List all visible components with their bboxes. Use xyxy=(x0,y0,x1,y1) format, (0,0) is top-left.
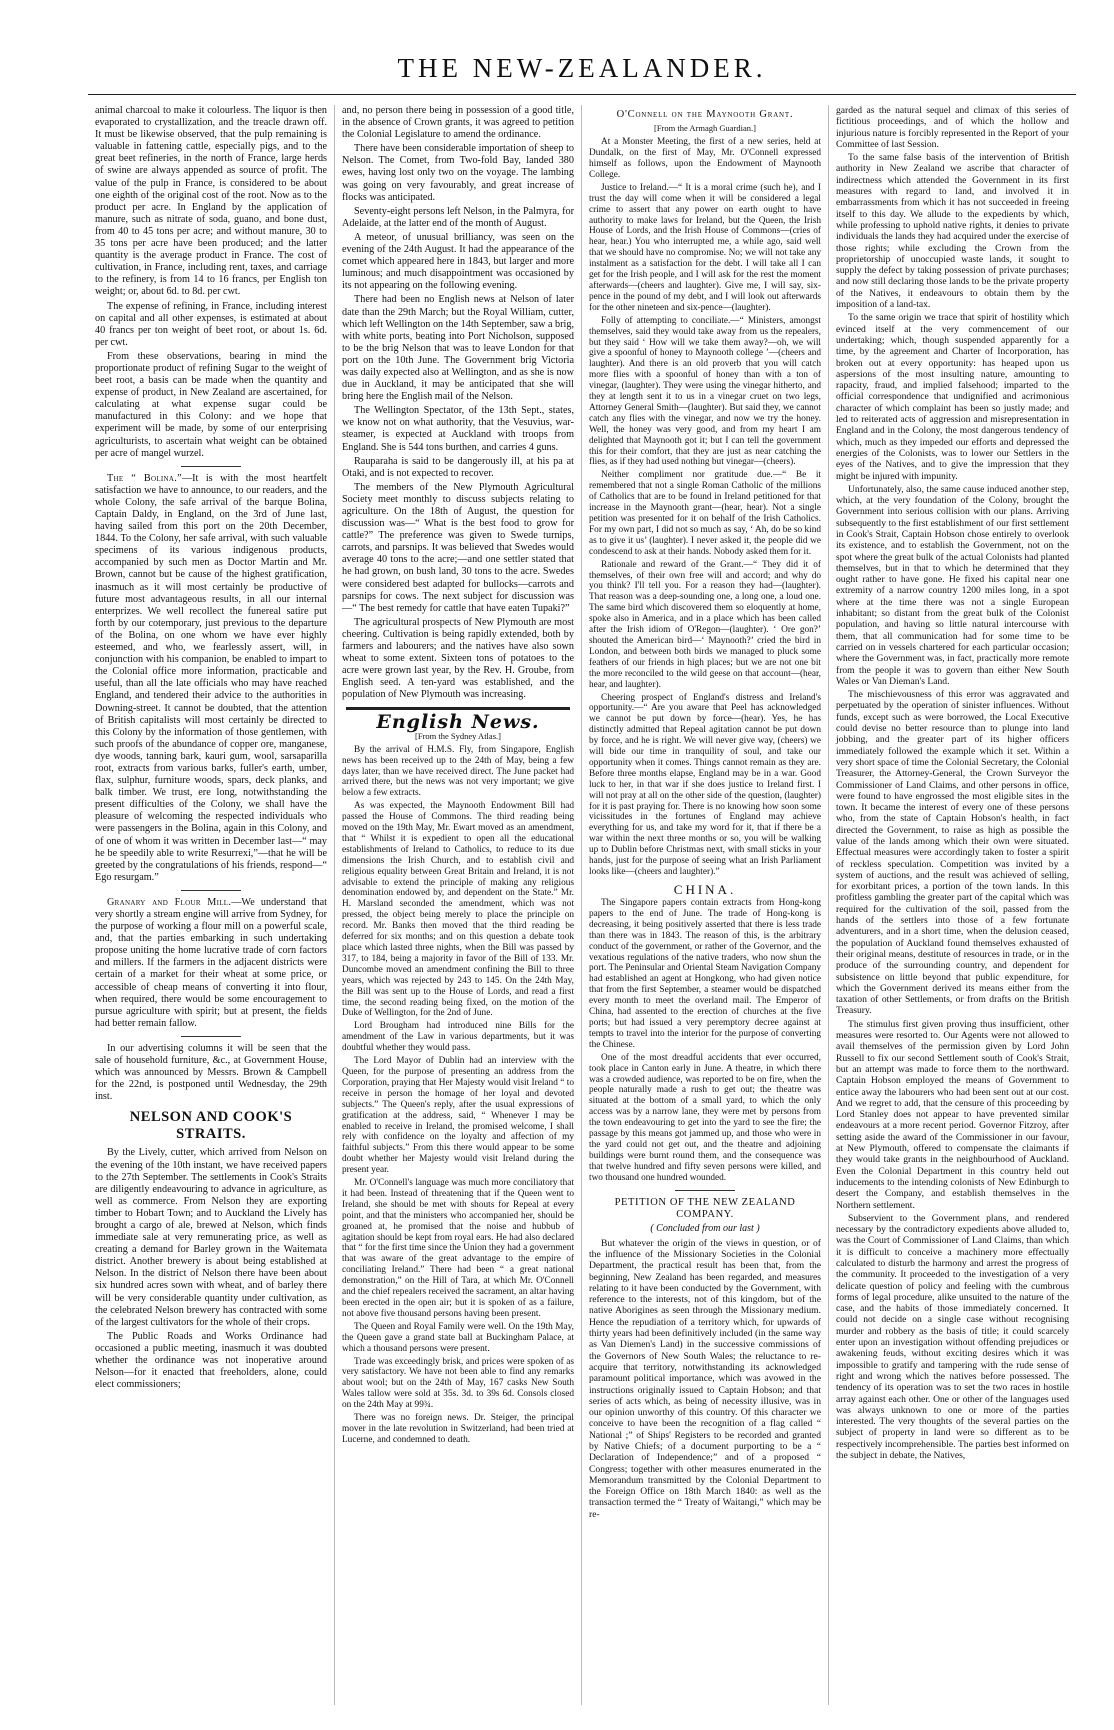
columns xyxy=(88,105,1076,1705)
article-paragraph: A meteor, of unusual brilliancy, was seen on the evening of the 24th August. It had the appearance of the comet which appeared here in 1843, but larger and more luminous; and much disappointment was occasioned by its not appearing on the following evening. xyxy=(342,231,574,292)
english-news-body xyxy=(342,745,574,1446)
article-paragraph: There had been no English news at Nelson of later date than the 29th March; but the Royal William, cutter, which left Wellington on the 14th September, saw a brig, with white ports, beating into Port Nicholson, supposed to be the brig Nelson that was to leave London for that port on the 10th June. The Government brig Victoria was daily expected also at Wellington, and as she is now due in Auckland, it may be anticipated that she will bring here the English mail of the Nelson. xyxy=(342,294,574,403)
article-paragraph: The Public Roads and Works Ordinance had occasioned a public meeting, inasmuch it was doubted whether the ordinance was not inoperative around Nelson—for it enacted that freeholders, alone, could elect commissioners; xyxy=(95,1330,327,1391)
bolina-text: —It is with the most heartfelt satisfaction we have to announce, to our readers, and the whole Colony, the safe arrival of the barque Bolina, Captain Daldy, in England, on the 3rd of June last, having sailed from this port on the 20th December, 1844. To the Colony, her safe arrival, with such valuable specimens of its various indigenous products, accompanied by such men as Doctor Martin and Mr. Brown, cannot but be cause of the highest gratification, inasmuch as it will most certainly be productive of future most advantageous results, in all our internal enterprizes. We well recollect the funereal satire put forth by our cotemporary, just previous to the departure of the Bolina, on one whom we have ever highly esteemed, and who, we fearlessly assert, will, in conjunction with his companion, be enabled to impart to the Colonial office more information, practicable and useful, than all the late officials who may have reached England, and tendered their advice to the authorities in Downing-street. It cannot be doubted, that the attention of British capitalists will most certainly be directed to this Colony by the information of those gentlemen, with such proofs of the abundance of copper ore, manganese, dye woods, tanning bark, kauri gum, wool, sarsaparilla root, extracts from various barks, fuller's earth, umber, flax, sulphur, furniture woods, spars, deck planks, and balk timber. We trust, ere long, notwithstanding the present difficulties of the Colony, we shall have the pleasure of welcoming the respected individuals who were passengers in the Bolina, again in this Colony, and of one of whom it was written in December last—“ may he be speedily able to write Resurrexi,”—that he will be greeted by the congratulations of his friends, respond—“ Ego resurgam.” xyxy=(95,472,327,883)
article-paragraph: But whatever the origin of the views in question, or of the influence of the Missionary Societies in the Colonial Department, the practical result has been that, from the beginning, New Zealand has been regarded, and measures relating to it have been conducted by the Government, with reference to the interests, not of this kingdom, but of the native Aborigines as seen through the Missionary medium. Hence the repudiation of a territory which, for upwards of thirty years had been definitively included (in the same way as Van Diemen's Land) in the successive commissions of the Governors of New South Wales; the reluctance to re-acquire that territory, notwithstanding its acknowledged paramount political importance, which was avowed in the instructions originally issued to Captain Hobson; and that series of acts which, as being of necessity illusive, was in our opinion unworthy of this country. Of this character we conceive to have been the recognition of a flag called “ National ;” of Ships' Registers to be recorded and granted by Native Chiefs; of a document purporting to be a “ Declaration of Independence;” and of a proposed “ Congress; together with other measures enumerated in the Memorandum transmitted by the Colonial Department to the Foreign Office on 18th March 1840: as well as the transaction termed the “ Treaty of Waitangi,” which may be re- xyxy=(589,1237,821,1520)
article-paragraph: One of the most dreadful accidents that ever occurred, took place in Canton early in June. A theatre, in which there was a crowded audience, was reported to be on fire, when the people naturally made a rush to get out; the theatre was situated at the bottom of a small yard, to which the only access was by a narrow lane, they were met by persons from the town endeavouring to get into the yard to see the fire; the passage by this means got jammed up, and those who were in the yard could not get out, and the theatre and adjoining buildings were burnt round them, and the consequence was that twelve hundred and fifty seven persons were killed, and two thousand one hundred wounded. xyxy=(589,1052,821,1183)
article-paragraph: Neither compliment nor gratitude due.—“ Be it remembered that not a single Roman Catholic of the millions of Catholics that are to be found in Ireland petitioned for that increase in the Maynooth grant—(hear, hear). Not a single petition was presented for it on behalf of the Irish Catholics. For my own part, I did not so much as say, ‘ Ah, do be so kind as to give it us’ (laughter). I never asked it, the people did we condescend to ask at their hands. Nobody asked them for it. xyxy=(589,470,821,557)
oconnell-body xyxy=(589,137,821,878)
article-paragraph: Cheering prospect of England's distress and Ireland's opportunity.—“ Are you aware that Peel has acknowledged we cannot be put down by force—(hear). Yes, he has distinctly admitted that Repeal agitation cannot be put down by force, and he is right. We will never give way, (cheers) we will bide our time in tranquility of soul, and take our opportunity when it comes. Things cannot remain as they are. Before three months elapse, England may be in a war. Good luck to her, in that war if she does justice to Ireland first. I will not pray at all on the other side of the question, (laughter) for it is past praying for. There is no knowing how soon some vicissitudes in the fortunes of England may achieve everything for us, and take my word for it, that if there be a war within the next three months or so, you will be walking up to Dublin before Christmas next, with small sticks in your hands, just for the purpose of seeing what an Irish Parliament looks like—(cheers and laughter).” xyxy=(589,692,821,877)
article-paragraph: Unfortunately, also, the same cause induced another step, which, at the very foundation of the Colony, brought the Government into serious collision with our plans. Arriving subsequently to the first establishment of our first settlement in Cook's Strait, Captain Hobson chose entirely to overlook its existence, and to establish the Government, not on the spot where the great bulk of the actual Colonists had planted themselves, but in that to which he determined that they ought rather to have gone. He fixed his capital near one extremity of a narrow country 1200 miles long, in a spot where at the time there was not a single European inhabitant; so distant from the great bulk of the Colonist population, and having so little natural intercourse with them, that all communication had for some time to be carried on in vessels chartered for each particular occasion; where the Government was, in fact, practically more remote from the people it was to govern than either New South Wales or Van Dieman's Land. xyxy=(836,483,1069,687)
column-4 xyxy=(829,105,1076,1705)
section-rule xyxy=(346,707,570,710)
column-3 xyxy=(582,105,829,1705)
article-paragraph: By the Lively, cutter, which arrived from Nelson on the evening of the 10th instant, we have received papers to the 27th September. The settlements in Cook's Straits are diligently endeavouring to advance in agriculture, as well as commerce. From Nelson they are exporting timber to Hobart Town; and to Auckland the Lively has brought a cargo of ale, brewed at Nelson, which finds immediate sale at very remunerating price, as well as creating a demand for Barley grown in the Waitemata district. Another brewery is about being established at Nelson. In the district of Nelson there have been about six hundred acres sown with wheat, and of barley there will be very considerable quantity under cultivation, as the celebrated Nelson brewery has contracted with some of the largest cultivators for the whole of their crops. xyxy=(95,1147,327,1328)
masthead: THE NEW-ZEALANDER. xyxy=(88,0,1076,95)
article-paragraph: At a Monster Meeting, the first of a new series, held at Dundalk, on the first of May, Mr. O'Connell expressed himself as follows, upon the Endowment of Maynooth College. xyxy=(589,137,821,180)
bolina-lead: The “ Bolina.” xyxy=(107,472,182,484)
china-body xyxy=(589,898,821,1184)
article-paragraph: To the same origin we trace that spirit of hostility which evinced itself at the very commencement of our undertaking; which, though suspended apparently for a time, by the agreement and Charter of Incorporation, has broken out at every opportunity: has heaped upon us aspersions of the most insulting nature, amounting to rapacity, fraud, and implied falsehood; imparted to the official correspondence that undignified and acrimonious character of which complaint has been so justly made; and led to reiterated acts of aggression and misrepresentation in England and in the Colony, the most dangerous tendency of which, much as they impeded our efforts and depressed the energies of the Colonists, was to lower our Settlers in the eyes of the Natives, and to give the impression that they might be injured with impunity. xyxy=(836,312,1069,482)
article-paragraph: The stimulus first given proving thus insufficient, other measures were resorted to. Our Agents were not allowed to avail themselves of the permission given by Lord John Russell to fix our second Settlement south of Cook's Strait, but an attempt was made to force them to the northward. Captain Hobson employed the means of Government to entice away the labourers who had been sent out at our cost. And we regret to add, that the censure of this proceeding by Lord Stanley does not appear to have prevented similar endeavours at a more recent period. Governor Fitzroy, after setting aside the award of the Commissioner in our favour, at New Plymouth, offered to compensate the claimants if they would take grants in the neighbourhood of Auckland. Even the Colonial Department in this country held out inducements to the intending colonists of New Edinburgh to desert the Company, and establish themselves in the Northern settlement. xyxy=(836,1018,1069,1211)
granary-text: —We understand that very shortly a stream engine will arrive from Sydney, for the purpose of working a flour mill on a powerful scale, and, that the parties embarking in such undertaking propose uniting the home lucrative trade of corn factors and millers. If the farmers in the adjacent districts were certain of a market for their wheat at some price, or accessible of cheap means of converting it into flour, when required, there would be some encouragement to pursue agriculture with spirit; but at present, the fields had better remain fallow. xyxy=(95,896,327,1029)
article-advert-notice: In our advertising columns it will be seen that the sale of household furniture, &c., at Government House, which was announced by Messrs. Brown & Campbell for the 22nd, is postponed until Wednesday, the 29th inst. xyxy=(95,1042,327,1103)
article-paragraph: Rauparaha is said to be dangerously ill, at his pa at Otaki, and is not expected to recover. xyxy=(342,455,574,479)
petition-heading: PETITION OF THE NEW ZEALAND COMPANY. xyxy=(614,1196,796,1220)
article-paragraph: The agricultural prospects of New Plymouth are most cheering. Cultivation is being rapidly extended, both by farmers and labourers; and the natives have also sown wheat to some extent. Sixteen tons of potatoes to the acre were grown last year, by the Rev. H. Groube, from English seed. A ten-yard was established, and the population of New Plymouth was increasing. xyxy=(342,616,574,701)
article-paragraph: The Wellington Spectator, of the 13th Sept., states, we know not on what authority, that the Vesuvius, war-steamer, is expected at Auckland with troops from England. She is 544 tons burthen, and carries 4 guns. xyxy=(342,405,574,453)
article-paragraph: To the same false basis of the intervention of British authority in New Zealand we ascribe that character of indirectness which attended the Government in its first measures with regard to land, and involved it in embarrassments from which it has not succeeded in freeing itself to this day. We allude to the expedients by which, while professing to uphold native rights, it denies to private individuals the lands they had acquired under the exercise of those rights; while excluding the Crown from the proprietorship of unoccupied waste lands, it sought to supply the defect by taking possession of private purchases; and now still declaring those lands to be the private property of the Natives, it endeavours to obtain them by the imposition of a land-tax. xyxy=(836,152,1069,311)
article-granary xyxy=(95,897,327,1030)
oconnell-heading: O'Connell on the Maynooth Grant. xyxy=(616,109,794,120)
article-paragraph: Justice to Ireland.—“ It is a moral crime (such he), and I trust the day will come when it will be considered a legal crime to assert that any power on earth ought to have authority to make laws for Ireland, but the Queen, the Irish House of Lords, and the Irish House of Commons—(cries of hear, hear.) You who interrupted me, a while ago, said well that we should have no compromise. No; we will not take any instalment as a satisfaction for the debt. I will take all I can get for the Irish people, and I will ask for the rest the moment afterwards—(cheers and laughter). Give me, I will say, six-pence in the pound of my debt, and I will look out afterwards for the other nineteen and six-pence—(laughter). xyxy=(589,182,821,313)
source-line: [From the Sydney Atlas.] xyxy=(415,730,501,741)
divider xyxy=(675,1190,735,1191)
article-paragraph: By the arrival of H.M.S. Fly, from Singapore, English news has been received up to the 24th of May, being a few days later, than we have received direct. The June packet had arrived there, but the news was not very important; we give below a few extracts. xyxy=(342,744,574,799)
article-paragraph: garded as the natural sequel and climax of this series of fictitious proceedings, and of which the hollow and injurious nature is forcibly represented in the Report of your Committee of last Session. xyxy=(836,105,1069,150)
source-line: [From the Armagh Guardian.] xyxy=(654,123,756,134)
china-heading: CHINA. xyxy=(673,881,737,897)
divider xyxy=(181,890,241,891)
article-paragraph: and, no person there being in possession of a good title, in the absence of Crown grants, it was agreed to petition the Colonial Legislature to amend the ordinance. xyxy=(342,105,574,141)
article-paragraph: Rationale and reward of the Grant.—“ They did it of themselves, of their own free will and accord; and why do you think? I'll tell you. For a reason they had—(laughter). That reason was a deep-sounding one, a long one, a loud one. The same bird which discovered them so eloquently at home, spoke also in America, and in a place which has been called after the Irish idiom of O'Regon—(laughter). ‘ Ore gon?’ shouted the American bird—‘ Maynooth?’ cried the bird in London, and between both birds we managed to pluck some feathers of our friends in high places; but we are not one bit the more reconciled to the wild geese on that account—(hear, hear, and laughter). xyxy=(589,559,821,690)
article-paragraph: Subservient to the Government plans, and rendered necessary by the contradictory expedients above alluded to, was the Court of Commissioner of Land Claims, than which it is difficult to conceive a machinery more effectually calculated to disturb the harmony and arrest the progress of the community. It proceeded to the investigation of a very delicate question of policy and feeling with the cumbrous forms of legal procedure, alike unsuited to the nature of the case, and the habits of those immediately concerned. It could not decide on a single case without recognising murder and robbery as the basis of title; it could scarcely enter upon an investigation without offending prejudices or awakening feuds, without exciting desires which it was impossible to gratify and tampering with the rude sense of right and wrong which the natives before possessed. The tendency of its operation was to set the two races in hostile array against each other. One or other of the languages used was always unknown to one or more of the parties interested. The very thoughts of the several parties on the subject of property in land were so different as to be respectively incomprehensible. The parties best informed on the subject in debate, the Natives, xyxy=(836,1212,1069,1462)
article-paragraph: animal charcoal to make it colourless. The liquor is then evaporated to crystallization, and the treacle drawn off. It must be likewise observed, that the pulp remaining is valuable in fattening cattle, especially pigs, and to the great beet refineries, in the north of France, large herds of swine are always appended as source of profit. The value of the pulp in France, is considered to be about one eighth of the original cost of the root. Now as to the product per acre. In England by the application of manure, such as nitrate of soda, guano, and bone dust, from 40 to 45 tons per acre; and without manure, 30 to 35 tons per acre have been produced; and the latter quantity is the average product in France. The cost of cultivation, in France, including rent, taxes, and carriage to the refinery, is from 14 to 16 francs, per English ton weight; or, about 6d. to 8d. per cwt. xyxy=(95,105,327,298)
article-paragraph: From these observations, bearing in mind the proportionate product of refining Sugar to the weight of beet root, a basis can be made when the quantity and expense of product, in New Zealand are ascertained, for calculating at what expense sugar could be manufactured in this Colony: and we hope that experiment will be made, by some of our enterprising agriculturists, to ascertain what weight can be obtained per acre of mangel wurzel. xyxy=(95,350,327,459)
article-paragraph: There was no foreign news. Dr. Steiger, the principal mover in the late revolution in Switzerland, had been tried at Lucerne, and condemned to death. xyxy=(342,1413,574,1445)
article-paragraph: The expense of refining, in France, including interest on capital and all other expenses, is estimated at about 40 francs per ton weight of beet root, or about 1s. 6d. per cwt. xyxy=(95,300,327,348)
divider xyxy=(181,1036,241,1037)
article-bolina xyxy=(95,473,327,884)
article-paragraph: The Queen and Royal Family were well. On the 19th May, the Queen gave a grand state ball at Buckingham Palace, at which a thousand persons were present. xyxy=(342,1321,574,1354)
article-paragraph: The Lord Mayor of Dublin had an interview with the Queen, for the purpose of presenting an address from the Corporation, praying that Her Majesty would visit Ireland “ to receive in person the homage of her loyal and devoted subjects.” The Queen's reply, after the usual expressions of gratification at the address, said, “ Whenever I may be enabled to receive in Ireland, the promised welcome, I shall rely with confidence on the loyalty and affection of my faithful subjects.” From this there would appear to be some doubt whether her Majesty would visit Ireland during the present year. xyxy=(342,1056,574,1176)
article-paragraph: Folly of attempting to conciliate.—“ Ministers, amongst themselves, said they would take away from us the repealers, but they said ‘ How will we take them away?—oh, we will give a spoonful of honey to Maynooth college ’—(cheers and laughter). And there is an old proverb that you will catch more flies with a spoonful of honey than with a ton of vinegar, (laughter). They were using the vinegar hitherto, and they at length sent it to us in a vinegar cruet on two legs, Attorney General Smith—(laughter). But said they, we cannot catch any flies with the vinegar, and now we try the honey. Well, the honey was very good, and from my heart I am delighted that Maynooth got it; but I can tell the government this for their comfort, that they are just as near catching the flies, as if they had used nothing but vinegar—(cheers). xyxy=(589,315,821,468)
article-paragraph: Lord Brougham had introduced nine Bills for the amendment of the Law in various departments, but it was doubtful whether they would pass. xyxy=(342,1021,574,1054)
article-paragraph: As was expected, the Maynooth Endowment Bill had passed the House of Commons. The third reading being moved on the 19th May, Mr. Ewart moved as an amendment, that “ Whilst it is expedient to open all the educational establishments of Ireland to Catholics, to reduce to its due dimensions the Irish Church, and to establish civil and religious equality between Great Britain and Ireland, it is not advisable to extend the principle of making any religious denomination endowed by, and dependent on the State.” Mr. H. Marsland seconded the amendment, which was not pressed, the object being merely to place the principle on record. Mr. Banks then moved that the third reading be deferred for six months; and on this question a debate took place which lasted three nights, when the Bill was passed by 317, to 184, being a majority in favor of the Bill of 133. Mr. Duncombe moved an amendment confining the Bill to three years, which was rejected by 243 to 145. On the 24th May, the Bill was sent up to the House of Lords, and read a first time, the second reading being fixed, on the motion of the Duke of Wellington, for the 2nd of June. xyxy=(342,801,574,1019)
granary-lead: Granary and Flour Mill. xyxy=(107,896,232,908)
article-paragraph: Mr. O'Connell's language was much more conciliatory that it had been. Instead of threatening that if the Queen went to Ireland, she should be met with shouts for Repeal at every point, and that the ministers who accompanied her, should be groaned at, he promised that the noise and hubbub of agitation should be kept from royal ears. He had also declared that “ for the first time since the Union they had a government that was aware of the great advantage to the empire of conciliating Ireland.” There had been “ a great national demonstration,” on the Hill of Tara, at which Mr. O'Connell and the chief repealers received the sacrament, an altar having been erected in the open air; but it is spoken of as a failure, not above five thousand persons having been present. xyxy=(342,1178,574,1319)
article-paragraph: The Singapore papers contain extracts from Hong-kong papers to the end of June. The trade of Hong-kong is decreasing, it being positively asserted that there is less trade than there was in 1843. The reason of this, is the arbitrary conduct of the government, or rather of the Governor, and the vexatious regulations of the native traders, who now shun the port. The Peninsular and Oriental Steam Navigation Company had established an agent at Hongkong, who had given notice that from the first September, a steamer would be dispatched every month to meet the overland mail. The Emperor of China, had assented to the erection of churches at the five ports; but had issued a very peremptory decree against at tempts to travel into the interior for the purpose of converting the Chinese. xyxy=(589,898,821,1050)
article-paragraph: Seventy-eight persons left Nelson, in the Palmyra, for Adelaide, at the latter end of the month of August. xyxy=(342,205,574,229)
column-2 xyxy=(335,105,582,1705)
article-paragraph: The members of the New Plymouth Agricultural Society meet monthly to discuss subjects relating to agriculture. On the 18th of August, the question for discussion was—“ What is the best food to grow for cattle?” The preference was given to Swede turnips, carrots, and parsnips. It was believed that Swedes would average 40 tons to the acre;—and one settler stated that he had grown, on bush land, 30 tons to the acre. Swedes were considered best adapted for bullocks—carrots and parsnips for cows. The next subject for discussion was—“ The best remedy for cattle that have eaten Tupaki?” xyxy=(342,481,574,614)
article-paragraph: The mischievousness of this error was aggravated and perpetuated by the operation of sinister influences. Without funds, except such as were borrowed, the Local Executive could devise no better resource than to plunge into land jobbing, and the greater part of its higher officers immediately followed the example which it set. Within a very short space of time the Colonial Secretary, the Colonial Treasurer, the Attorney-General, the Crown Surveyor the Commissioner of Land Claims, and other persons in office, were found to have engrossed the most eligible sites in the town. It became the interest of every one of these persons who, from the state of Captain Hobson's health, in fact directed the Government, to raise as high as possible the value of the lands among which their own were situated. Effectual measures were accordingly taken to foster a spirit of reckless speculation. Competition was invited by a system of auctions, and the result was achieved of selling, for exorbitant prices, a portion of the town lands. In this profitless gambling the greater part of the capital which was required for the cultivation of the soil, passed from the hands of the settlers into those of a few fortunate adventurers, and in a short time, when the delusion ceased, the population of Auckland found themselves exhausted of their original means, destitute of resources in trade, or in the produce of the surrounding country, and dependent for subsistence on little beyond that public expenditure, for which the Government derived its means either from the taxation of other Settlements, or from drafts on the British Treasury. xyxy=(836,689,1069,1017)
article-paragraph: There have been considerable importation of sheep to Nelson. The Comet, from Two-fold Bay, landed 380 ewes, having lost only two on the voyage. The lambing was going on very favourably, and great increase of flocks was anticipated. xyxy=(342,143,574,203)
english-news-heading: English News. xyxy=(376,710,540,733)
concluded-note: ( Concluded from our last ) xyxy=(650,1222,760,1234)
nelson-heading: NELSON AND COOK'S STRAITS. xyxy=(129,1109,293,1143)
divider xyxy=(181,466,241,467)
column-1 xyxy=(88,105,335,1705)
article-paragraph: Trade was exceedingly brisk, and prices were spoken of as very satisfactory. We have not been able to find any remarks about wool; but on the 24th of May, 167 casks New South Wales tallow were sold at 35s. 3d. to 39s 6d. Consols closed on the 24th May at 99¾. xyxy=(342,1356,574,1411)
